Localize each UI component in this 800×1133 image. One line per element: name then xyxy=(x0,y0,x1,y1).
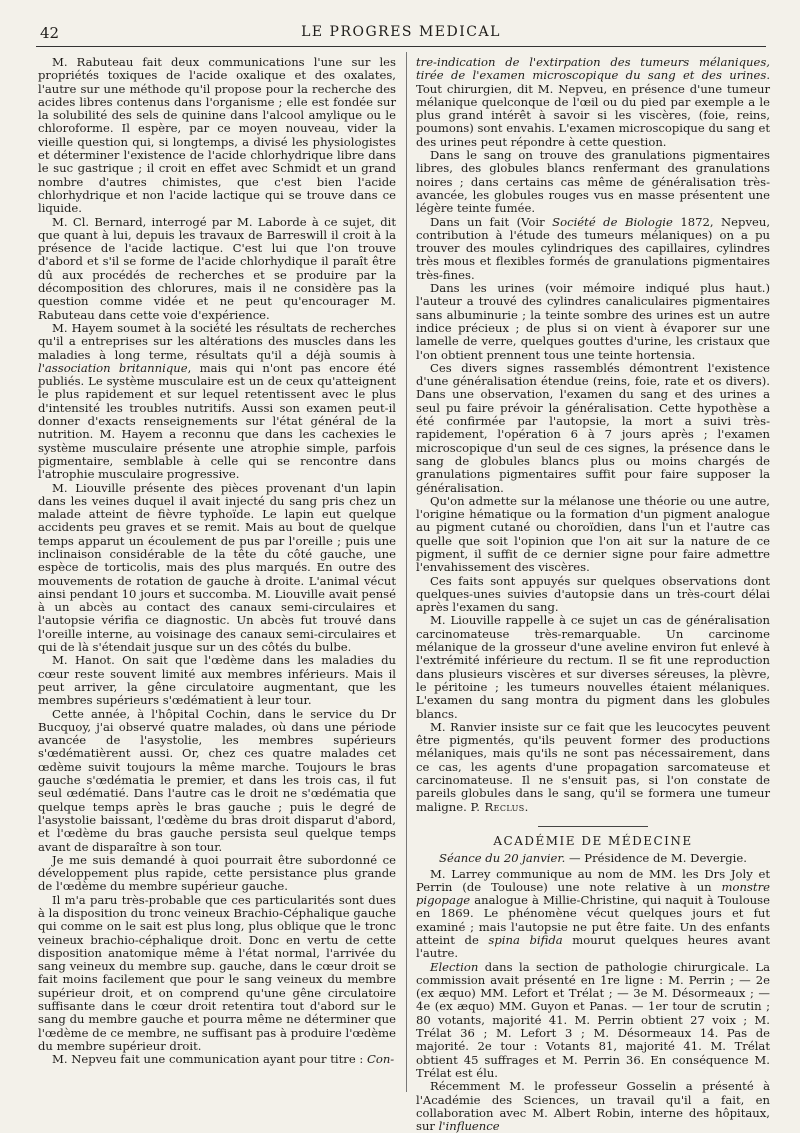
paragraph-urines: Dans les urines (voir mémoire indiqué plus haut.) l'auteur a trouvé des cylindres canaliculaires pigmentaires sans albuminurie ; la teinte sombre des urines est un autre indice précieux ; de plus si on vient à évaporer sur une lamelle de verre, quelques gouttes d'urine, les cristaux que l'on obtient prennent tous une teinte hortensia. xyxy=(416,281,770,362)
paragraph-hayem xyxy=(38,322,396,482)
paragraph-sang: Dans le sang on trouve des granulations pigmentaires libres, des globules blancs renfermant des granulations noires ; dans certains cas même de généralisation très-avancée, les globules rouges vus en masse présentent une légère teinte fumée. xyxy=(416,148,770,216)
left-column xyxy=(38,56,396,1096)
text-run: dans la section de pathologie chirurgicale. La commission avait présenté en 1re ligne : M. Perrin ; — 2e (ex æquo) MM. Lefort et Trélat ; — 3e M. Désormeaux ; — 4e (ex æquo) MM. Guyon et Panas. — 1er tour de scrutin ; 80 votants, majorité 41. M. Perrin obtient 27 voix ; M. Trélat 36 ; M. Lefort 3 ; M. Désormeaux 14. Pas de majorité. 2e tour : Votants 81, majorité 41. M. Trélat obtient 45 suffrages et M. Perrin 36. En conséquence M. Trélat est élu. xyxy=(416,959,770,1080)
text-run: — Présidence de M. Devergie. xyxy=(565,851,747,866)
paragraph-brachio-cephalique: Il m'a paru très-probable que ces particularités sont dues à la disposition du tronc veineux Brachio-Céphalique gauche qui comme on le sait est plus long, plus oblique que le tronc veineux brachio-céphalique droit. Donc en vertu de cette disposition anatomique même à l'état normal, l'arrivée du sang veineux du membre sup. gauche, dans le cœur droit se fait moins facilement que pour le sang veineux du membre supérieur droit, et on comprend qu'une gêne circulatoire suffisante dans le cœur droit retentira tout d'abord sur le sang du membre gauche et pourra même ne déterminer que l'œdème de ce membre, ne suffisant pas à produire l'œdème du membre supérieur droit. xyxy=(38,892,396,1053)
section-separator xyxy=(538,826,648,827)
paragraph-hanot: M. Hanot. On sait que l'œdème dans les maladies du cœur reste souvent limité aux membres inférieurs. Mais il peut arriver, la gêne circulatoire augmentant, que les membres supérieurs s'œdématient à leur tour. xyxy=(38,653,396,708)
text-run: . Tout chirurgien, dit M. Nepveu, en présence d'une tumeur mélanique quelconque de l'œil ou du pied par exemple a le plus grand intérêt à savoir si les viscères, (foie, reins, poumons) sont envahis. L'examen microscopique du sang et des urines peut répondre à cette question. xyxy=(416,68,770,149)
paragraph-liouville: M. Liouville présente des pièces provenant d'un lapin dans les veines duquel il avait injecté du sang pris chez un malade atteint de fièvre typhoïde. Le lapin eut quelque accidents peu graves et se remit. Mais au bout de quelque temps apparut un écoulement de pus par l'oreille ; puis une inclinaison considérable de la tête du côté gauche, une espèce de torticolis, mais des plus marqués. En outre des mouvements de rotation de gauche à droite. L'animal vécut ainsi pendant 10 jours et succomba. M. Liouville avait pensé à un abcès au contact des canaux semi-circulaires et l'autopsie vérifia ce diagnostic. Un abcès fut trouvé dans l'oreille interne, au voisinage des canaux semi-circulaires et qui de là s'étendait jusque sur un des côtés du bulbe. xyxy=(38,480,396,655)
paragraph-cochin: Cette année, à l'hôpital Cochin, dans le service du Dr Bucquoy, j'ai observé quatre malades, où dans une période avancée de l'asystolie, les membres supérieurs s'œdématièrent aussi. Or, chez ces quatre malades cet œdème suivit toujours la même marche. Toujours le bras gauche s'œdématia le premier, et dans les trois cas, il fut seul œdématié. Dans l'autre cas le droit ne s'œdématia que quelque temps après le bras gauche ; puis le degré de l'asystolie baissant, l'œdème du bras droit disparut d'abord, et l'œdème du bras gauche persista seul quelque temps avant de disparaître à son tour. xyxy=(38,706,396,854)
text-run: , mais qui n'ont pas encore été publiés. Le système musculaire est un de ceux qu'atteignent le plus rapidement et sur lequel retentissent avec le plus d'intensité les troubles nutritifs. Aussi son examen peut-il donner d'exacts renseignements sur l'état général de la nutrition. M. Hayem a reconnu que dans les cachexies le système musculaire présente une atrophie simple, parfois pigmentaire, semblable à celle qui se rencontre dans l'atrophie musculaire progressive. xyxy=(38,360,396,482)
text-run: mourut quelques heures avant l'autre. xyxy=(416,933,771,961)
text-run: M. Larrey communique au nom de MM. les Drs Joly et Perrin (de Toulouse) une note relative à un xyxy=(416,866,770,894)
italic-run: Séance du 20 janvier. xyxy=(439,851,566,866)
italic-run: monstre pigopage xyxy=(416,879,770,908)
italic-run: l'association britannique xyxy=(38,360,188,375)
text-run: 1872, Nepveu, contribution à l'étude des tumeurs mélaniques) on a pu trouver des moules cylindriques des capillaires, cylindres très mous et flexibles formés de granulations pigmentaires très-fines. xyxy=(416,214,771,282)
italic-run: Société de Biologie xyxy=(552,214,673,229)
paragraph-faits: Ces faits sont appuyés sur quelques observations dont quelques-unes suivies d'autopsie dans un très-court délai après l'examen du sang. xyxy=(416,573,770,615)
column-divider xyxy=(406,52,407,1092)
paragraph-question: Je me suis demandé à quoi pourrait être subordonné ce développement plus rapide, cette persistance plus grande de l'œdème du membre supérieur gauche. xyxy=(38,852,396,894)
italic-run: Con- xyxy=(366,1052,395,1067)
paragraph-signes: Ces divers signes rassemblés démontrent l'existence d'une généralisation étendue (reins, foie, rate et os divers). Dans une observation, l'examen du sang et des urines a seul pu faire prévoir la généralisation. Cette hypothèse a été confirmée par l'autopsie, la mort a suivi très-rapidement, l'opération 6 à 7 jours après ; l'examen microscopique d'un seul de ces signes, la présence dans le sang de globules blancs plus ou moins chargés de granulations pigmentaires suffit pour faire supposer la généralisation. xyxy=(416,360,770,495)
running-title: LE PROGRES MEDICAL xyxy=(301,24,501,40)
text-run: Récemment M. le professeur Gosselin a présenté à l'Académie des Sciences, un travail qu'il a fait, en collaboration avec M. Albert Robin, interne des hôpitaux, sur xyxy=(416,1079,770,1133)
paragraph-nepveu-title xyxy=(416,56,770,149)
text-run: M. Hayem soumet à la société les résultats de recherches qu'il a entreprises sur les altérations des muscles dans les maladies à long terme, résultats qu'il a déjà soumis à xyxy=(38,320,396,362)
paragraph-gosselin xyxy=(416,1080,770,1133)
paragraph-election xyxy=(416,961,770,1081)
paragraph-melanose: Qu'on admette sur la mélanose une théorie ou une autre, l'origine hématique ou la formation d'un pigment analogue au pigment cutané ou choroïdien, dans l'un et l'autre cas quelle que soit l'opinion que l'on ait sur la nature de ce pigment, il suffit de ce dernier signe pour faire admettre l'envahissement des viscères. xyxy=(416,493,770,575)
text-run: M. Nepveu fait une communication ayant pour titre : xyxy=(52,1052,367,1067)
paragraph-larrey xyxy=(416,868,770,961)
paragraph-biologie xyxy=(416,216,770,282)
text-run: M. Ranvier insiste sur ce fait que les leucocytes peuvent être pigmentés, qu'ils peuvent former des productions mélaniques, mais qu'ils ne sont pas nécessairement, dans ce cas, les agents d'une propagation sarcomateuse et carcinomateuse. Il ne s'ensuit pas, si l'on constate de pareils globules dans le sang, qu'il se formera une tumeur maligne. xyxy=(416,719,770,814)
section-title: ACADÉMIE DE MÉDECINE xyxy=(493,833,693,848)
paragraph-rabuteau: M. Rabuteau fait deux communications l'une sur les propriétés toxiques de l'acide oxalique et des oxalates, l'autre sur une méthode qu'il propose pour la recherche des acides libres contenus dans l'organisme ; elle est fondée sur la solubilité des sels de quinine dans l'alcool amylique ou le chloroforme. Il espère, par ce moyen nouveau, vider la vieille question qui, si longtemps, a divisé les physiologistes et déterminer l'existence de l'acide chlorhydrique libre dans le suc gastrique ; il croit en effet avec Schmidt et un grand nombre d'autres chimistes, que c'est bien l'acide chlorhydrique et non l'acide lactique qui se trouve dans ce liquide. xyxy=(38,55,396,216)
paragraph-bernard: M. Cl. Bernard, interrogé par M. Laborde à ce sujet, dit que quant à lui, depuis les travaux de Barreswill il croit à la présence de l'acide lactique. C'est lui que l'on trouve d'abord et s'il se forme de l'acide chlorhydique il paraît être dû aux procédés de recherches et se produire par la décomposition des chlorures, mais il ne considère pas la question comme vidée et ne peut qu'encourager M. Rabuteau dans cette voie d'expérience. xyxy=(38,214,396,322)
right-column xyxy=(416,55,771,1133)
italic-run: spina bifida xyxy=(488,933,563,947)
text-run: analogue à Millie-Christine, qui naquit à Toulouse en 1869. Le phénomène vécut quelques jours et fut examiné ; mais l'autopsie ne put être faite. Un des enfants atteint de xyxy=(416,893,770,947)
page-header xyxy=(36,22,766,42)
page-number: 42 xyxy=(40,24,60,42)
paragraph-liouville-carcinome: M. Liouville rappelle à ce sujet un cas de généralisation carcinomateuse très-remarquable. Un carcinome mélanique de la grosseur d'une aveline environ fut enlevé à l'extrémité inférieure du rectum. Il se fit une reproduction dans plusieurs viscères et sur diverses séreuses, la plèvre, le péritoine ; les tumeurs nouvelles étaient mélaniques. L'examen du sang montra du pigment dans les globules blancs. xyxy=(416,613,770,721)
paragraph-nepveu-intro xyxy=(38,1053,396,1066)
seance-line xyxy=(416,852,770,865)
italic-run: tre-indication de l'extirpation des tumeurs mélaniques, tirée de l'examen microscopique du sang et des urines xyxy=(416,55,770,83)
italic-run: Election xyxy=(430,959,479,974)
italic-run: l'influence xyxy=(438,1119,500,1133)
paragraph-ranvier xyxy=(416,721,770,814)
signature: P. Reclus. xyxy=(470,799,529,814)
header-rule xyxy=(36,46,766,47)
text-run: Dans un fait (Voir xyxy=(430,214,553,229)
